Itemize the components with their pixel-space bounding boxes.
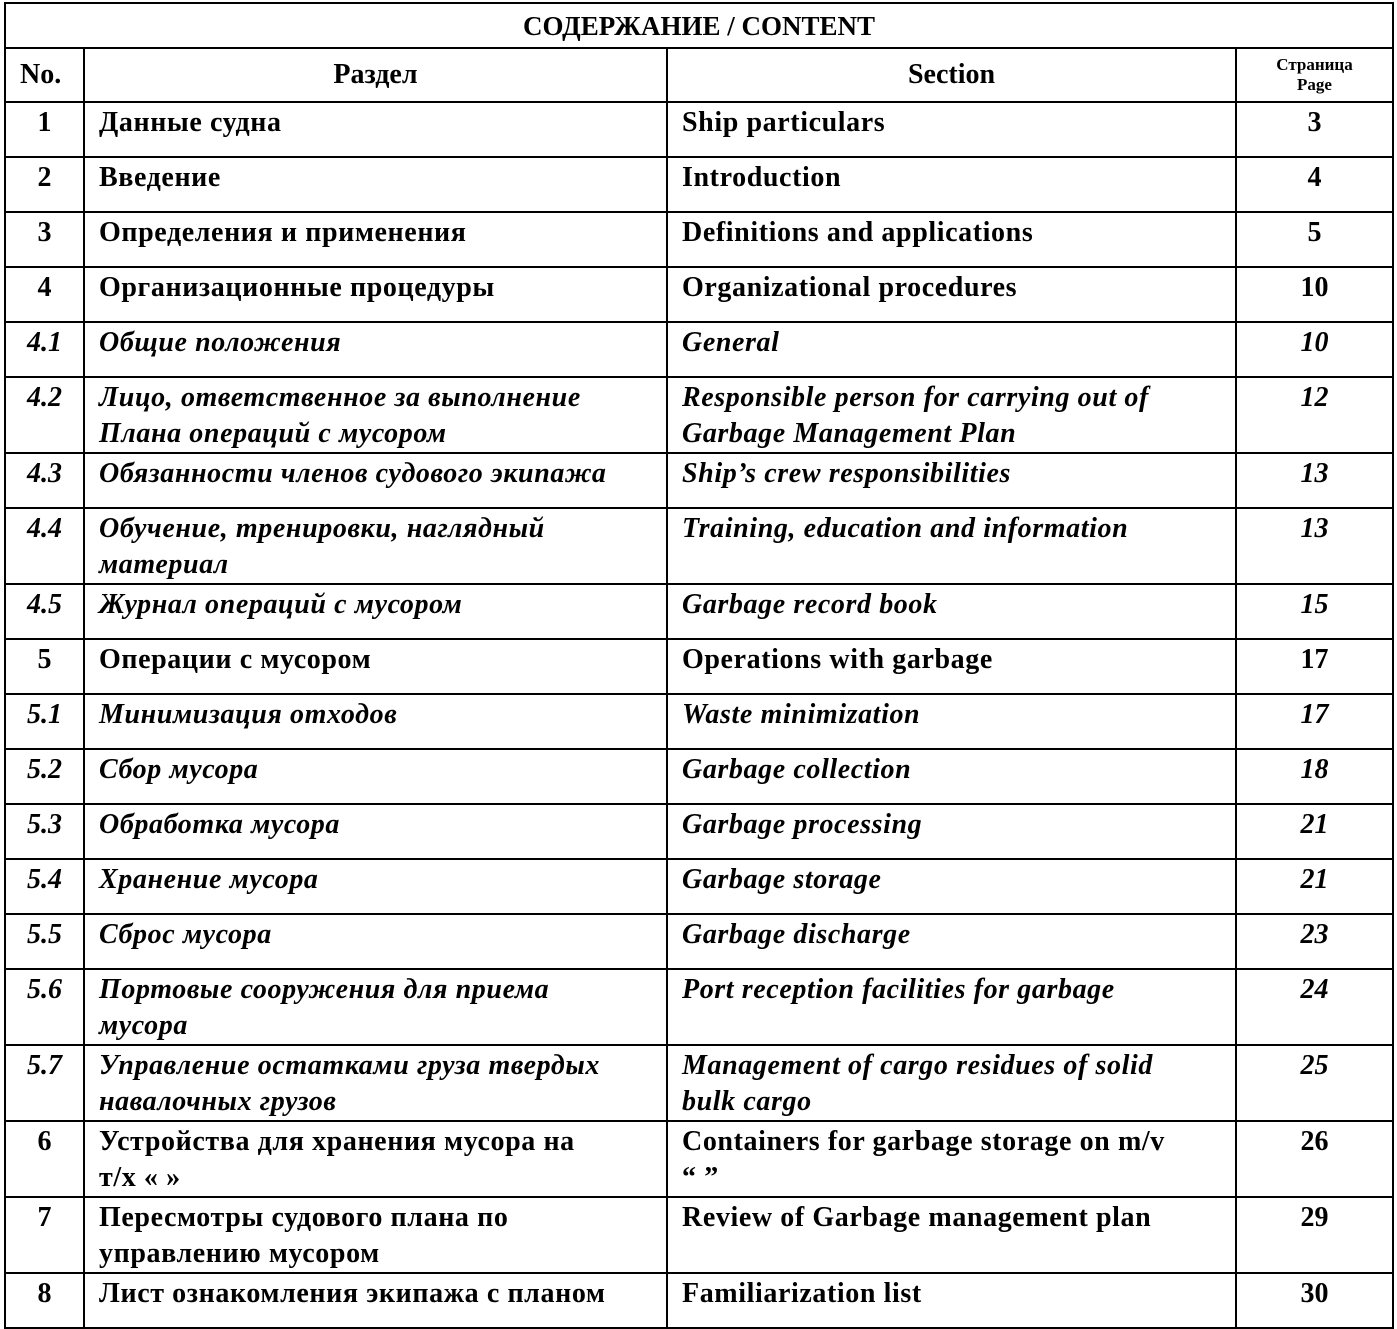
row-section-ru-line: Минимизация отходов (99, 699, 398, 730)
header-page (1236, 48, 1393, 102)
row-section-ru-line: Устройства для хранения мусора на (99, 1126, 575, 1157)
row-section-ru-line: Сбор мусора (99, 754, 259, 785)
row-section-en-line: Review of Garbage management plan (682, 1202, 1152, 1233)
row-section-en-line: General (682, 327, 780, 358)
row-section-ru (84, 322, 667, 377)
row-section-en-line: Garbage Management Plan (682, 418, 1017, 449)
contents-table (4, 2, 1394, 1329)
row-number: 2 (5, 157, 84, 212)
row-number: 1 (5, 102, 84, 157)
table-row (5, 639, 1393, 694)
row-page-number: 25 (1236, 1045, 1393, 1121)
row-number: 5.2 (5, 749, 84, 804)
row-page-number: 21 (1236, 804, 1393, 859)
row-section-en-line: Garbage storage (682, 864, 882, 895)
row-section-ru-line: Организационные процедуры (99, 272, 495, 303)
row-section-en (667, 1273, 1236, 1328)
row-page-number: 29 (1236, 1197, 1393, 1273)
table-row (5, 1121, 1393, 1197)
table-row (5, 102, 1393, 157)
row-section-ru-line: Плана операций с мусором (99, 418, 447, 449)
row-section-en (667, 914, 1236, 969)
row-number: 4 (5, 267, 84, 322)
row-section-en (667, 157, 1236, 212)
row-page-number: 24 (1236, 969, 1393, 1045)
row-section-en-line: Garbage collection (682, 754, 912, 785)
row-section-ru (84, 212, 667, 267)
table-row (5, 1273, 1393, 1328)
row-section-ru (84, 1121, 667, 1197)
row-section-en-line: Port reception facilities for garbage (682, 974, 1115, 1005)
row-section-ru-line: Обработка мусора (99, 809, 341, 840)
row-section-ru-line: Пересмотры судового плана по (99, 1202, 509, 1233)
row-section-en-line: Waste minimization (682, 699, 921, 730)
row-section-en-line: Garbage discharge (682, 919, 911, 950)
row-section-ru-line: Портовые сооружения для приема (99, 974, 550, 1005)
row-section-en (667, 267, 1236, 322)
row-section-ru (84, 914, 667, 969)
row-section-ru-line: Сброс мусора (99, 919, 272, 950)
row-section-en (667, 969, 1236, 1045)
row-section-ru (84, 749, 667, 804)
row-page-number: 10 (1236, 322, 1393, 377)
row-number: 5.6 (5, 969, 84, 1045)
table-row (5, 508, 1393, 584)
table-row (5, 914, 1393, 969)
row-number: 6 (5, 1121, 84, 1197)
row-page-number: 12 (1236, 377, 1393, 453)
row-section-ru-line: Данные судна (99, 107, 282, 138)
row-page-number: 18 (1236, 749, 1393, 804)
row-page-number: 15 (1236, 584, 1393, 639)
row-number: 3 (5, 212, 84, 267)
row-section-ru-line: управлению мусором (99, 1238, 380, 1269)
table-row (5, 157, 1393, 212)
row-page-number: 23 (1236, 914, 1393, 969)
row-page-number: 13 (1236, 453, 1393, 508)
row-section-ru-line: Лист ознакомления экипажа с планом (99, 1278, 606, 1309)
table-row (5, 1045, 1393, 1121)
row-number: 5 (5, 639, 84, 694)
row-section-en (667, 322, 1236, 377)
row-section-en-line: Garbage record book (682, 589, 938, 620)
table-row (5, 453, 1393, 508)
row-section-ru (84, 694, 667, 749)
row-section-ru (84, 859, 667, 914)
row-section-ru-line: т/х « » (99, 1162, 181, 1193)
table-row (5, 804, 1393, 859)
contents-table-body (5, 3, 1393, 1328)
row-page-number: 17 (1236, 694, 1393, 749)
table-title: СОДЕРЖАНИЕ / CONTENT (5, 3, 1393, 48)
row-section-ru (84, 804, 667, 859)
row-section-en-line: Ship’s crew responsibilities (682, 458, 1011, 489)
table-row (5, 1197, 1393, 1273)
row-page-number: 30 (1236, 1273, 1393, 1328)
row-section-en-line: Management of cargo residues of solid (682, 1050, 1153, 1081)
row-section-en-line: Operations with garbage (682, 644, 993, 675)
row-page-number: 13 (1236, 508, 1393, 584)
row-section-en-line: Introduction (682, 162, 842, 193)
row-section-en (667, 584, 1236, 639)
row-number: 4.3 (5, 453, 84, 508)
row-section-ru (84, 639, 667, 694)
row-page-number: 10 (1236, 267, 1393, 322)
row-number: 5.4 (5, 859, 84, 914)
row-section-en-line: Organizational procedures (682, 272, 1018, 303)
row-number: 4.5 (5, 584, 84, 639)
row-section-ru (84, 969, 667, 1045)
row-number: 5.5 (5, 914, 84, 969)
row-section-en (667, 694, 1236, 749)
row-section-ru (84, 377, 667, 453)
table-row (5, 859, 1393, 914)
row-section-en-line: “ ” (682, 1162, 719, 1193)
table-row (5, 694, 1393, 749)
row-section-ru (84, 508, 667, 584)
header-row (5, 48, 1393, 102)
row-section-en (667, 804, 1236, 859)
table-row (5, 322, 1393, 377)
table-row (5, 584, 1393, 639)
row-section-ru-line: Определения и применения (99, 217, 467, 248)
row-section-ru (84, 267, 667, 322)
row-section-en (667, 1197, 1236, 1273)
row-number: 7 (5, 1197, 84, 1273)
row-section-ru-line: навалочных грузов (99, 1086, 337, 1117)
row-section-en (667, 749, 1236, 804)
row-section-ru (84, 584, 667, 639)
table-row (5, 377, 1393, 453)
row-page-number: 4 (1236, 157, 1393, 212)
header-section-en: Section (667, 48, 1236, 102)
row-section-ru (84, 1045, 667, 1121)
row-section-en-line: Garbage processing (682, 809, 923, 840)
row-section-ru-line: материал (99, 549, 229, 580)
row-section-ru (84, 1197, 667, 1273)
row-section-ru-line: Хранение мусора (99, 864, 319, 895)
row-section-ru-line: Журнал операций с мусором (99, 589, 463, 620)
row-section-en (667, 859, 1236, 914)
row-section-en-line: Ship particulars (682, 107, 886, 138)
row-section-en (667, 508, 1236, 584)
row-section-en (667, 1045, 1236, 1121)
row-section-en-line: Definitions and applications (682, 217, 1034, 248)
header-page-ru: Страница (1276, 55, 1353, 74)
header-number: No. (5, 48, 84, 102)
row-section-en-line: bulk cargo (682, 1086, 812, 1117)
row-section-en (667, 453, 1236, 508)
row-page-number: 17 (1236, 639, 1393, 694)
row-section-ru-line: Операции с мусором (99, 644, 372, 675)
row-section-en (667, 102, 1236, 157)
row-page-number: 3 (1236, 102, 1393, 157)
table-row (5, 749, 1393, 804)
row-section-en-line: Familiarization list (682, 1278, 922, 1309)
row-section-ru (84, 157, 667, 212)
row-section-en (667, 377, 1236, 453)
row-number: 4.1 (5, 322, 84, 377)
row-page-number: 26 (1236, 1121, 1393, 1197)
row-number: 8 (5, 1273, 84, 1328)
row-section-en-line: Responsible person for carrying out of (682, 382, 1149, 413)
row-number: 5.3 (5, 804, 84, 859)
header-page-en: Page (1297, 75, 1332, 94)
row-section-ru-line: Обязанности членов судового экипажа (99, 458, 607, 489)
header-section-ru: Раздел (84, 48, 667, 102)
row-section-ru-line: Лицо, ответственное за выполнение (99, 382, 581, 413)
table-row (5, 212, 1393, 267)
row-section-en (667, 212, 1236, 267)
row-section-ru (84, 102, 667, 157)
row-number: 5.7 (5, 1045, 84, 1121)
table-row (5, 267, 1393, 322)
row-number: 4.2 (5, 377, 84, 453)
row-section-en-line: Containers for garbage storage on m/v (682, 1126, 1165, 1157)
row-section-en-line: Training, education and information (682, 513, 1129, 544)
row-section-en (667, 1121, 1236, 1197)
row-section-ru (84, 1273, 667, 1328)
table-row (5, 969, 1393, 1045)
row-section-ru-line: Введение (99, 162, 221, 193)
row-page-number: 5 (1236, 212, 1393, 267)
row-section-ru-line: Управление остатками груза твердых (99, 1050, 601, 1081)
row-section-ru-line: Обучение, тренировки, наглядный (99, 513, 545, 544)
row-number: 4.4 (5, 508, 84, 584)
row-section-ru (84, 453, 667, 508)
row-page-number: 21 (1236, 859, 1393, 914)
row-number: 5.1 (5, 694, 84, 749)
row-section-ru-line: мусора (99, 1010, 188, 1041)
row-section-ru-line: Общие положения (99, 327, 342, 358)
row-section-en (667, 639, 1236, 694)
